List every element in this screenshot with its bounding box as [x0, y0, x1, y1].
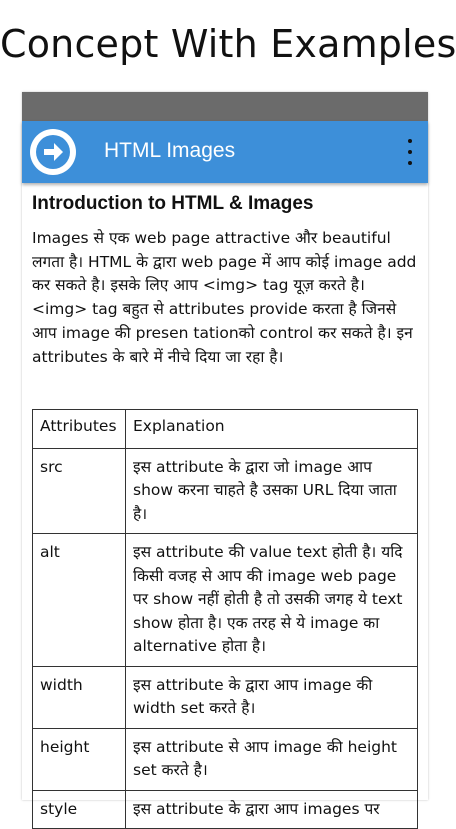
app-bar: [22, 121, 428, 183]
attribute-name: src: [33, 448, 126, 534]
table-row: [33, 666, 418, 728]
attribute-explanation: इस attribute से आप image की height set करते है।: [126, 728, 418, 790]
table-row: [33, 448, 418, 534]
table-header-row: [33, 410, 418, 449]
attribute-name: style: [33, 790, 126, 829]
page-heading: Concept With Examples: [0, 22, 456, 66]
content-area: [22, 183, 428, 829]
attribute-name: alt: [33, 534, 126, 667]
attribute-explanation: इस attribute के द्वारा आप image की width set करते है।: [126, 666, 418, 728]
attribute-explanation: इस attribute की value text होती है। यदि किसी वजह से आप की image web page पर show नहीं होती है तो उसकी जगह ये text show होता है। एक तरह से ये image का alternative होता है।: [126, 534, 418, 667]
attribute-explanation: इस attribute के द्वारा आप images पर: [126, 790, 418, 829]
table-row: [33, 728, 418, 790]
attributes-table: [32, 409, 418, 829]
phone-screen: [22, 92, 428, 818]
intro-text: Images से एक web page attractive और beautiful लगता है। HTML के द्वारा web page में आप कोई image add कर सकते है। इसके लिए आप <img> tag यूज़ करते है। <img> tag बहुत से attributes provide करता है जिनसे आप image की presen tationको control कर सकते है। इन attributes के बारे में नीचे दिया जा रहा है।: [32, 229, 417, 366]
header-explanation: Explanation: [126, 410, 418, 449]
app-title: HTML Images: [104, 139, 236, 162]
arrow-right-circle-icon[interactable]: [30, 129, 76, 175]
status-bar: [22, 92, 428, 121]
table-row: [33, 790, 418, 829]
table-row: [33, 534, 418, 667]
attribute-name: height: [33, 728, 126, 790]
more-vert-icon[interactable]: [400, 139, 420, 165]
header-attributes: Attributes: [33, 410, 126, 449]
attribute-name: width: [33, 666, 126, 728]
intro-title: Introduction to HTML & Images: [32, 193, 314, 214]
attribute-explanation: इस attribute के द्वारा जो image आप show करना चाहते है उसका URL दिया जाता है।: [126, 448, 418, 534]
